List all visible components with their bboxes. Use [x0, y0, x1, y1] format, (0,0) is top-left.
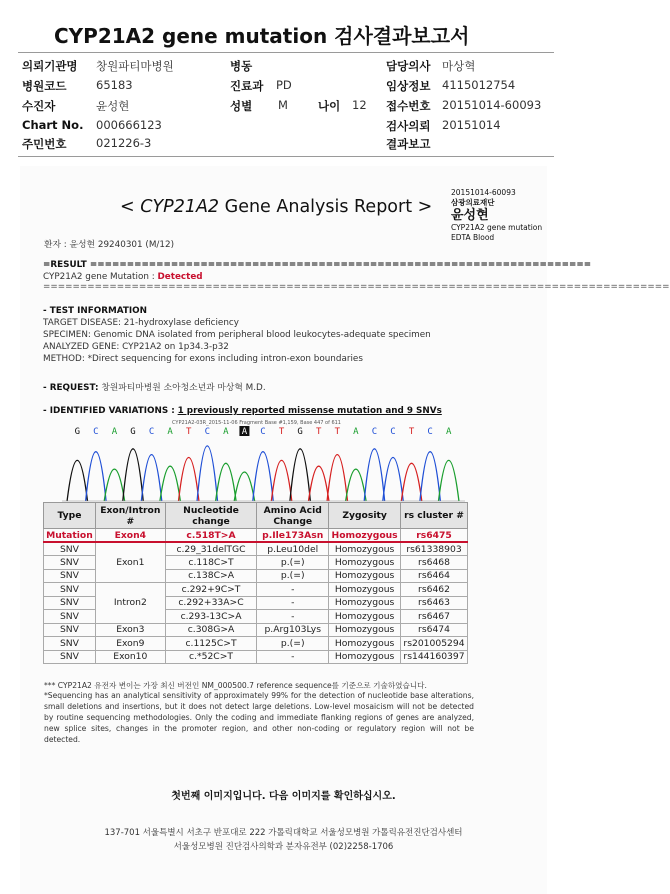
- target-disease: TARGET DISEASE: 21-hydroxylase deficiency: [43, 318, 239, 328]
- chromatogram-peak: [290, 449, 310, 501]
- institution-value: 창원파티마병원: [96, 59, 174, 73]
- method: METHOD: *Direct sequencing for exons including intron-exon boundaries: [43, 354, 363, 364]
- request-date-label: 검사의뢰: [386, 119, 431, 133]
- first-image-note: 첫번째 이미지입니다. 다음 이미지를 확인하십시오.: [171, 791, 396, 802]
- table-row: SNV Exon10 c.*52C>T - Homozygous rs144160397: [44, 650, 468, 664]
- page-title: CYP21A2 gene mutation 검사결과보고서: [54, 24, 470, 48]
- exon3-cell: Exon3: [95, 623, 165, 637]
- base-call-label: A: [223, 427, 229, 437]
- hospital-code-label: 병원코드: [22, 79, 67, 93]
- base-call-label: C: [371, 427, 378, 437]
- base-call-label: T: [408, 427, 415, 437]
- dept-value: PD: [276, 78, 292, 92]
- doctor-label: 담당의사: [386, 59, 431, 73]
- ward-label: 병동: [230, 59, 253, 73]
- variations-value: 1 previously reported missense mutation and 9 SNVs: [177, 406, 442, 416]
- chromatogram-peak: [179, 458, 199, 502]
- patient-line: 환자 : 윤성현 29240301 (M/12): [44, 240, 175, 250]
- variants-table: [43, 502, 468, 664]
- base-call-label: C: [93, 427, 99, 437]
- test-info-header: - TEST INFORMATION: [43, 306, 148, 316]
- chromatogram-peak: [364, 449, 384, 501]
- table-header-row: [44, 503, 468, 529]
- result-line: CYP21A2 gene Mutation : Detected: [43, 272, 203, 282]
- specimen: SPECIMEN: Genomic DNA isolated from peripheral blood leukocytes-adequate specimen: [43, 330, 431, 340]
- result-header: =RESULT ====================================================================: [43, 260, 592, 270]
- chromatogram-peak: [104, 469, 124, 501]
- col-amino: Amino Acid Change: [257, 503, 329, 529]
- collector-value: 윤성현: [96, 99, 130, 113]
- sticker-test: CYP21A2 gene mutation: [451, 223, 543, 232]
- address-line-2: 서울성모병원 진단검사의학과 분자유전부 (02)2258-1706: [173, 842, 394, 852]
- base-call-label: T: [186, 427, 192, 437]
- analyzed-gene: ANALYZED GENE: CYP21A2 on 1p34.3-p32: [43, 342, 229, 352]
- base-call-label: C: [260, 427, 266, 437]
- chart-label: Chart No.: [22, 118, 84, 132]
- base-call-label: A: [167, 427, 173, 437]
- clinical-info-value: 4115012754: [442, 78, 516, 92]
- chromatogram-peak: [123, 449, 143, 501]
- base-call-label: T: [316, 427, 322, 437]
- chromatogram-peak: [346, 469, 366, 501]
- clinical-info-label: 임상정보: [386, 79, 431, 93]
- col-zygosity: Zygosity: [329, 503, 401, 529]
- chromatogram-peak: [253, 452, 273, 501]
- table-row: SNV Exon3 c.308G>A p.Arg103Lys Homozygous rs6474: [44, 623, 468, 637]
- base-call-label: A: [241, 427, 248, 437]
- resident-label: 주민번호: [22, 137, 67, 151]
- col-type: Type: [44, 503, 96, 529]
- chromatogram-peak: [327, 455, 347, 501]
- base-call-label: T: [334, 427, 340, 437]
- mutation-row: Mutation Exon4 c.518T>A p.Ile173Asn Homozygous rs6475: [44, 529, 468, 543]
- chromatogram-header: CYP21A2-03R_2015-11-06 Fragment Base #1,159, Base 447 of 611: [172, 420, 341, 426]
- result-rule: =====================================================================================: [43, 282, 670, 292]
- base-call-label: C: [427, 427, 433, 437]
- exon1-cell: Exon1: [95, 542, 165, 583]
- sticker-specimen: EDTA Blood: [451, 233, 495, 242]
- base-call-label: C: [390, 427, 396, 437]
- table-row: SNV Exon9 c.1125C>T p.(=) Homozygous rs201005294: [44, 637, 468, 651]
- request-label: - REQUEST:: [43, 383, 99, 393]
- chromatogram-peak: [420, 452, 440, 501]
- chromatogram-peak: [197, 446, 217, 501]
- doctor-value: 마상혁: [442, 59, 476, 73]
- base-call-label: A: [111, 427, 118, 437]
- collector-label: 수진자: [22, 99, 56, 113]
- sticker-name: 윤성현: [451, 208, 489, 223]
- variations-line: [43, 406, 442, 416]
- chromatogram-peak: [160, 466, 180, 501]
- base-call-label: T: [278, 427, 285, 437]
- institution-label: 의뢰기관명: [22, 59, 78, 73]
- base-call-label: G: [74, 427, 80, 437]
- chromatogram-peak: [141, 455, 161, 501]
- exon9-cell: Exon9: [95, 637, 165, 651]
- reference-note: *** CYP21A2 유전자 변이는 가장 최신 버전인 NM_000500.7 reference sequence를 기준으로 기술하였습니다.: [44, 681, 427, 690]
- request-line: [43, 380, 266, 393]
- receipt-value: 20151014-60093: [442, 98, 542, 112]
- sticker-receipt: 20151014-60093: [451, 188, 516, 197]
- chromatogram-peak: [439, 460, 459, 501]
- chromatogram-peak: [309, 466, 329, 501]
- dept-label: 진료과: [230, 79, 264, 93]
- base-call-label: A: [446, 427, 452, 437]
- chromatogram-peak: [234, 472, 254, 501]
- sticker-org: 삼광의료재단: [451, 198, 495, 207]
- sex-label: 성별: [230, 99, 253, 113]
- title-divider: [18, 52, 554, 53]
- report-title: < CYP21A2 Gene Analysis Report >: [120, 197, 433, 217]
- header-divider: [18, 156, 554, 157]
- hospital-code-value: 65183: [96, 78, 133, 92]
- request-date-value: 20151014: [442, 118, 501, 132]
- intron2-cell: Intron2: [95, 583, 165, 624]
- base-call-label: G: [130, 427, 136, 437]
- result-detected: Detected: [157, 272, 203, 282]
- chromatogram-peak: [401, 463, 421, 501]
- lab-label-sticker: [451, 188, 542, 243]
- sequencing-note: *Sequencing has an analytical sensitivity of approximately 99% for the detection of nucleotide base alterations, small deletions and insertions, but it does not detect large deletions. Low-level mosaicism will not be detected by routine sequencing methodologies. Only the coding and immediate flanking regions of genes are analyzed, new splice sites, changes in the promoter region, and other non-coding or regulatory region will not be detected.: [44, 691, 474, 744]
- col-nucleotide: Nucleotide change: [165, 503, 257, 529]
- table-row: SNV c.138C>A p.(=) Homozygous rs6464: [44, 569, 468, 583]
- age-label: 나이: [318, 99, 341, 113]
- table-row: SNV c.293-13C>A - Homozygous rs6467: [44, 610, 468, 624]
- chromatogram-peak: [67, 460, 87, 501]
- exon10-cell: Exon10: [95, 650, 165, 664]
- address-line-1: 137-701 서울특별시 서초구 반포대로 222 가톨릭대학교 서울성모병원 가톨릭유전진단검사센터: [104, 828, 463, 838]
- table-row: SNV Exon1 c.29_31delTGC p.Leu10del Homozygous rs61338903: [44, 542, 468, 556]
- chart-value: 000666123: [96, 118, 162, 132]
- sex-value: M: [278, 98, 288, 112]
- chromatogram-peak: [216, 463, 236, 501]
- col-exon: Exon/Intron #: [95, 503, 165, 529]
- col-rs: rs cluster #: [401, 503, 468, 529]
- chromatogram-peak: [271, 460, 291, 501]
- sequencing-chromatogram: [62, 416, 465, 502]
- variations-label: - IDENTIFIED VARIATIONS :: [43, 406, 175, 416]
- report-title-gene: CYP21A2: [140, 197, 220, 217]
- table-row: SNV Intron2 c.292+9C>T - Homozygous rs6462: [44, 583, 468, 597]
- resident-value: 021226-3: [96, 136, 152, 150]
- table-row: SNV c.118C>T p.(=) Homozygous rs6468: [44, 556, 468, 570]
- chromatogram-peak: [86, 452, 106, 501]
- base-call-label: G: [297, 427, 303, 437]
- table-row: SNV c.292+33A>C - Homozygous rs6463: [44, 596, 468, 610]
- base-call-label: C: [204, 427, 210, 437]
- chromatogram-peak: [383, 458, 403, 502]
- base-call-label: A: [353, 427, 359, 437]
- base-call-label: C: [148, 427, 155, 437]
- age-value: 12: [352, 98, 367, 112]
- result-report-label: 결과보고: [386, 137, 431, 151]
- request-value: 창원파티마병원 소아청소년과 마상혁 M.D.: [101, 383, 266, 393]
- receipt-label: 접수번호: [386, 99, 431, 113]
